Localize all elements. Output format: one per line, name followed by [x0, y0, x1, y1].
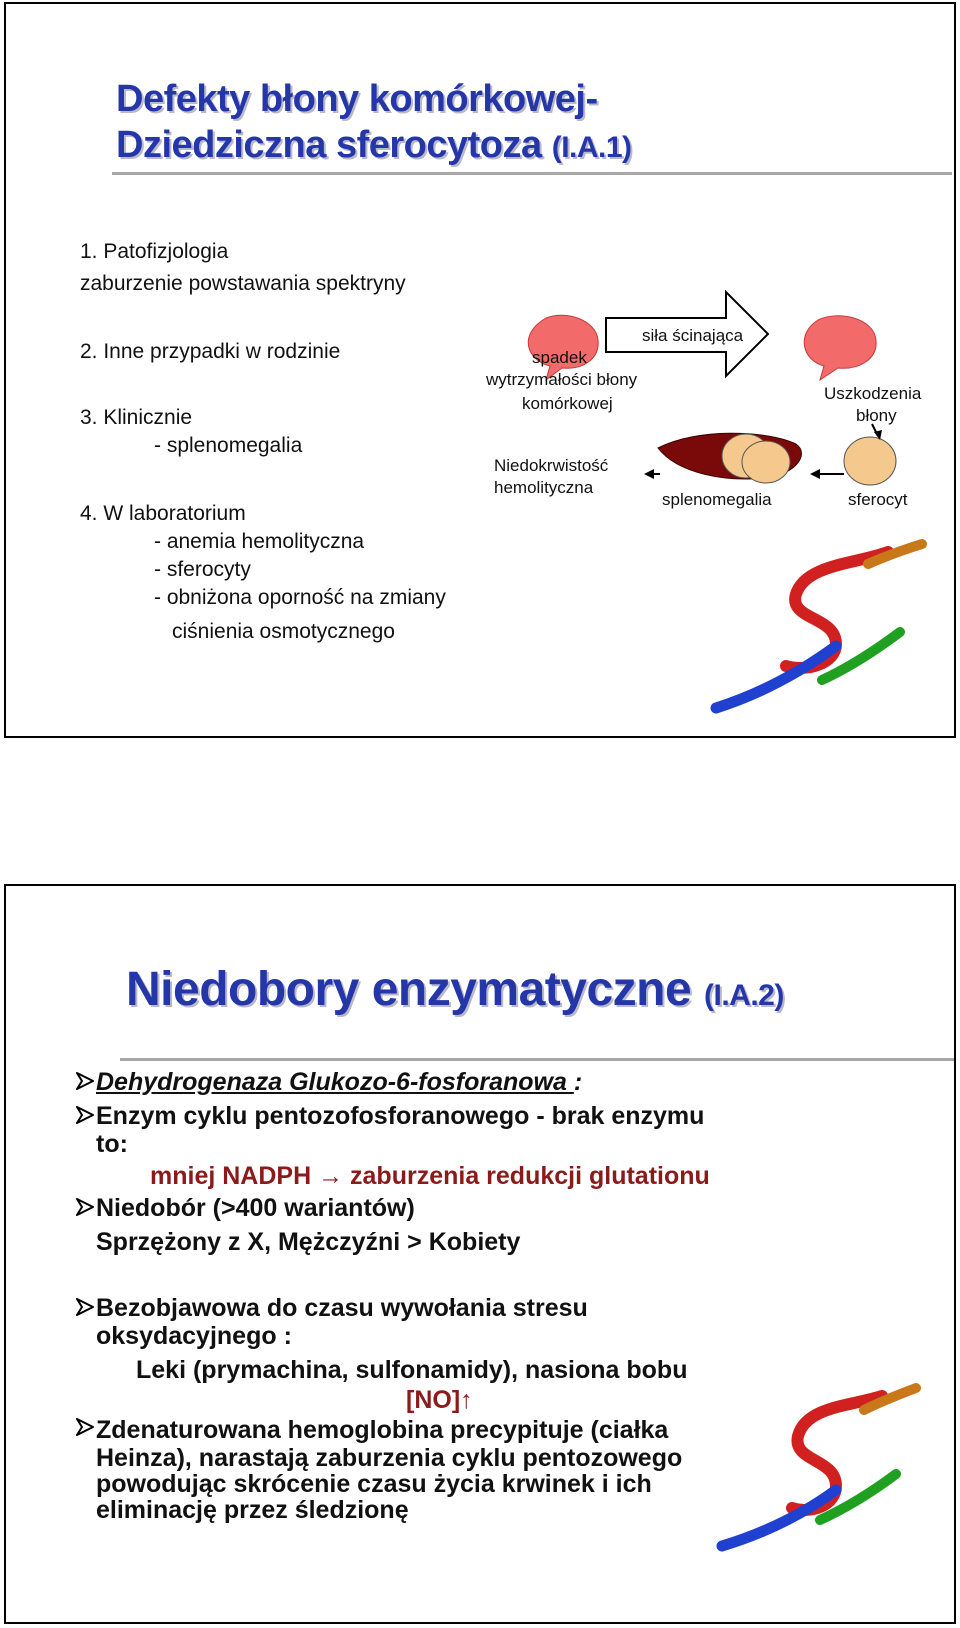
item-2: 2. Inne przypadki w rodzinie [80, 340, 341, 363]
label-blony: błony [856, 406, 897, 425]
bullet-2-cont: to: [96, 1130, 128, 1158]
slide-enzyme-deficiencies [4, 884, 956, 1624]
label-splenomegalia: splenomegalia [662, 490, 772, 509]
label-uszkodzenia: Uszkodzenia [824, 384, 922, 403]
bullet-4-drugs: Leki (prymachina, sulfonamidy), nasiona bobu [136, 1356, 688, 1384]
slide2-title-main: Niedobory enzymatyczne [126, 963, 692, 1016]
arrowhead-sferocyt-to-spleen [810, 469, 820, 479]
item-1-detail: zaburzenie powstawania spektryny [80, 272, 406, 295]
g6pd-heading: Dehydrogenaza Glukozo-6-fosforanowa [96, 1068, 574, 1096]
bullet-4-cont: oksydacyjnego : [96, 1322, 292, 1350]
bullet-5-cont3: eliminację przez śledzionę [96, 1496, 409, 1524]
slide1-title-ref: (I.A.1) [551, 131, 632, 164]
bullet-3-cont: Sprzężony z X, Mężczyźni > Kobiety [96, 1228, 521, 1256]
bullet-3: Niedobór (>400 wariantów) [96, 1194, 415, 1222]
bullet-2: Enzym cyklu pentozofosforanowego - brak enzymu [96, 1102, 705, 1130]
label-sferocyt: sferocyt [848, 490, 908, 509]
slide1-title-line1: Defekty błony komórkowej- [116, 78, 598, 120]
slide-membrane-defects [4, 2, 956, 738]
bullet-5-cont2: powodując skrócenie czasu życia krwinek i ich [96, 1470, 652, 1498]
s-logo-icon [716, 544, 922, 708]
item-4-a: - anemia hemolityczna [154, 530, 365, 553]
item-3: 3. Klinicznie [80, 406, 193, 429]
spleen-sphere-2 [742, 441, 790, 483]
bullet-2-nadph: mniej NADPH → zaburzenia redukcji glutationu [150, 1162, 710, 1190]
bullet-4: Bezobjawowa do czasu wywołania stresu [96, 1294, 588, 1322]
arrowhead-spleen-to-anemia [644, 469, 654, 479]
label-wytrzymalosci: wytrzymałości błony [486, 370, 638, 389]
label-hemolityczna: hemolityczna [494, 478, 594, 497]
s-logo-icon [6, 886, 958, 1626]
pink-cell-right [804, 316, 876, 380]
item-4-d: ciśnienia osmotycznego [172, 620, 395, 643]
slide1-title-line2: Dziedziczna sferocytoza [116, 124, 542, 166]
label-sila: siła ścinająca [642, 326, 744, 345]
bullet-5: Zdenaturowana hemoglobina precypituje (ciałka [96, 1416, 669, 1444]
bullet-5-cont1: Heinza), narastają zaburzenia cyklu pentozowego [96, 1444, 683, 1472]
label-komorkowej: komórkowej [522, 394, 613, 413]
label-spadek: spadek [532, 348, 587, 367]
spherocyte-shape [844, 437, 896, 485]
pathophysiology-diagram [6, 4, 958, 740]
item-3-detail: - splenomegalia [154, 434, 303, 457]
label-niedokrwistosc: Niedokrwistość [494, 456, 609, 475]
slide2-title-ref: (I.A.2) [704, 979, 784, 1012]
item-1: 1. Patofizjologia [80, 240, 229, 263]
bullet-4-no: [NO]↑ [406, 1386, 473, 1414]
item-4: 4. W laboratorium [80, 502, 246, 525]
item-4-b: - sferocyty [154, 558, 251, 581]
g6pd-colon: : [573, 1068, 583, 1096]
item-4-c: - obniżona oporność na zmiany [154, 586, 446, 609]
